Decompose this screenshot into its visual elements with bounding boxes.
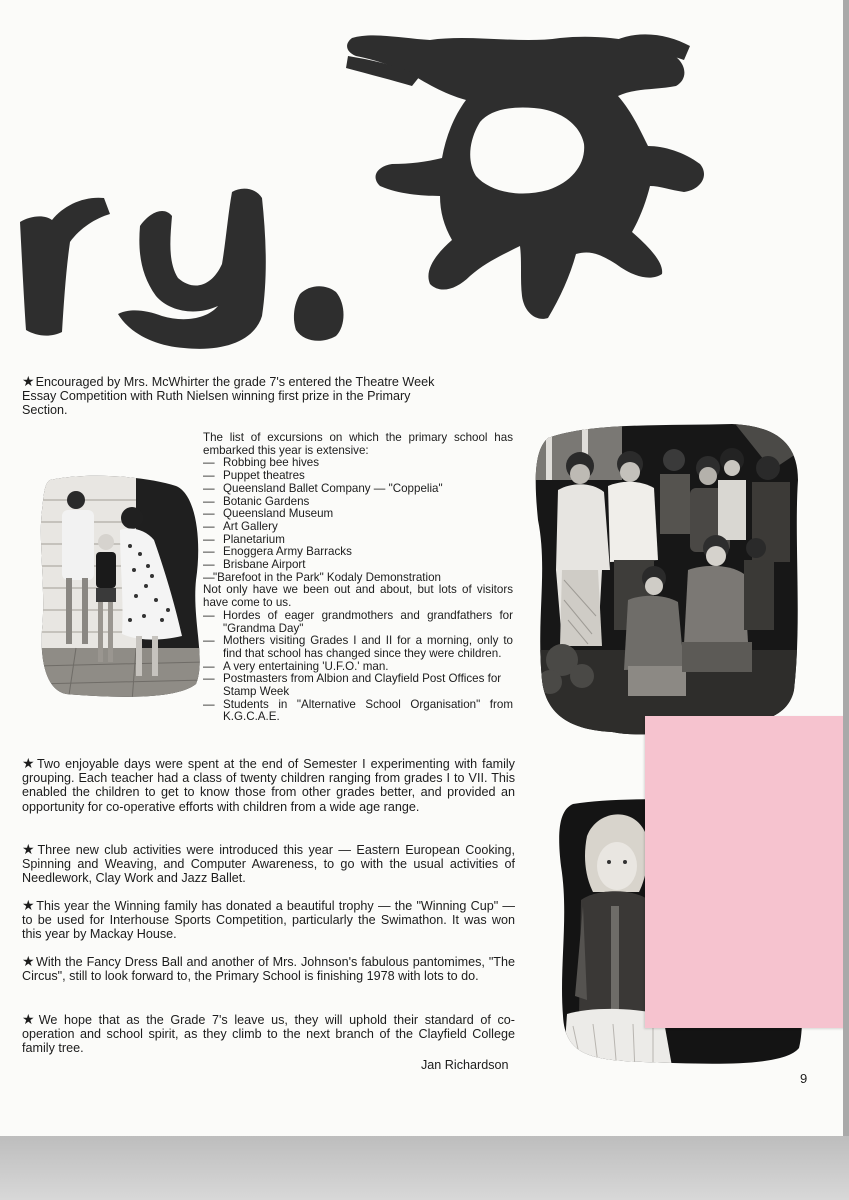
family-grouping-paragraph: ★Two enjoyable days were spent at the end of Semester I experimenting with family grouping. Each teacher had a class of twenty children ranging from grades I to VII. This enabled the children to get to know those from other grades better, and provided an opportunity for co-operative efforts with children from a wide age range.: [22, 755, 515, 814]
star-bullet-icon: ★: [22, 953, 35, 969]
list-item: — Enoggera Army Barracks: [203, 545, 352, 559]
brush-letter-r: [20, 198, 110, 336]
farewell-paragraph: ★We hope that as the Grade 7's leave us, they will uphold their standard of co-operation and school spirit, as they climb to the next branch of the Clayfield College family tree.: [22, 1011, 515, 1056]
brush-period: [294, 286, 344, 341]
list-item: — A very entertaining 'U.F.O.' man.: [203, 659, 389, 673]
visitors-intro: Not only have we been out and about, but lots of visitors have come to us.: [203, 583, 513, 610]
author-signature: Jan Richardson: [421, 1058, 509, 1072]
star-bullet-icon: ★: [22, 897, 36, 913]
club-activities-paragraph: ★Three new club activities were introduced this year — Eastern European Cooking, Spinning and Weaving, and Computer Awareness, to go with the usual activities of Needlework, Clay Work and Jazz Ballet.: [22, 841, 515, 886]
list-item: — "Barefoot in the Park" Kodaly Demonstration: [203, 570, 441, 584]
list-item: — Brisbane Airport: [203, 558, 306, 572]
scan-edge-bottom: [0, 1136, 849, 1200]
list-item: — Art Gallery: [203, 519, 278, 533]
star-bullet-icon: ★: [22, 755, 37, 771]
page-number: 9: [800, 1071, 808, 1086]
list-item: — Postmasters from Albion and Clayfield Post Offices for Stamp Week: [203, 672, 502, 699]
theatre-week-text: Encouraged by Mrs. McWhirter the grade 7's entered the Theatre Week Essay Competition with Ruth Nielsen winning first prize in the Primary Section.: [22, 375, 435, 418]
list-item: — Mothers visiting Grades I and II for a morning, only to find that school has changed since they were children.: [203, 634, 513, 660]
list-item: — Hordes of eager grandmothers and grandfathers for "Grandma Day": [203, 608, 513, 635]
scan-edge-right: [843, 0, 849, 1136]
photo-group-of-teachers: [532, 420, 802, 738]
list-item: — Queensland Ballet Company — "Coppelia": [203, 481, 443, 495]
star-bullet-icon: ★: [22, 841, 37, 857]
list-item: — Queensland Museum: [203, 507, 334, 521]
excursions-list: [203, 432, 513, 724]
theatre-week-paragraph: [22, 374, 446, 418]
list-item: — Botanic Gardens: [203, 494, 310, 508]
excursions-intro: The list of excursions on which the primary school has embarked this year is extensive:: [203, 431, 513, 457]
list-item: — Students in "Alternative School Organisation" from K.G.C.A.E.: [203, 697, 513, 724]
pantomime-paragraph: ★With the Fancy Dress Ball and another of Mrs. Johnson's fabulous pantomimes, "The Circus", still to look forward to, the Primary School is finishing 1978 with lots to do.: [22, 953, 515, 984]
brush-lettering-header: [0, 0, 843, 360]
photo-teacher-with-children: [36, 470, 204, 702]
list-item: — Puppet theatres: [203, 469, 305, 483]
list-item: — Planetarium: [203, 532, 285, 546]
star-bullet-icon: ★: [22, 1011, 38, 1027]
pink-sticky-note: [645, 716, 843, 1028]
star-bullet-icon: ★: [22, 373, 35, 389]
list-item: — Robbing bee hives: [203, 456, 320, 470]
winning-cup-paragraph: ★This year the Winning family has donated a beautiful trophy — the "Winning Cup" — to be used for Interhouse Sports Competition, particularly the Swimathon. It was won this year by Mackay House.: [22, 897, 515, 942]
brush-letter-y: [118, 189, 266, 349]
